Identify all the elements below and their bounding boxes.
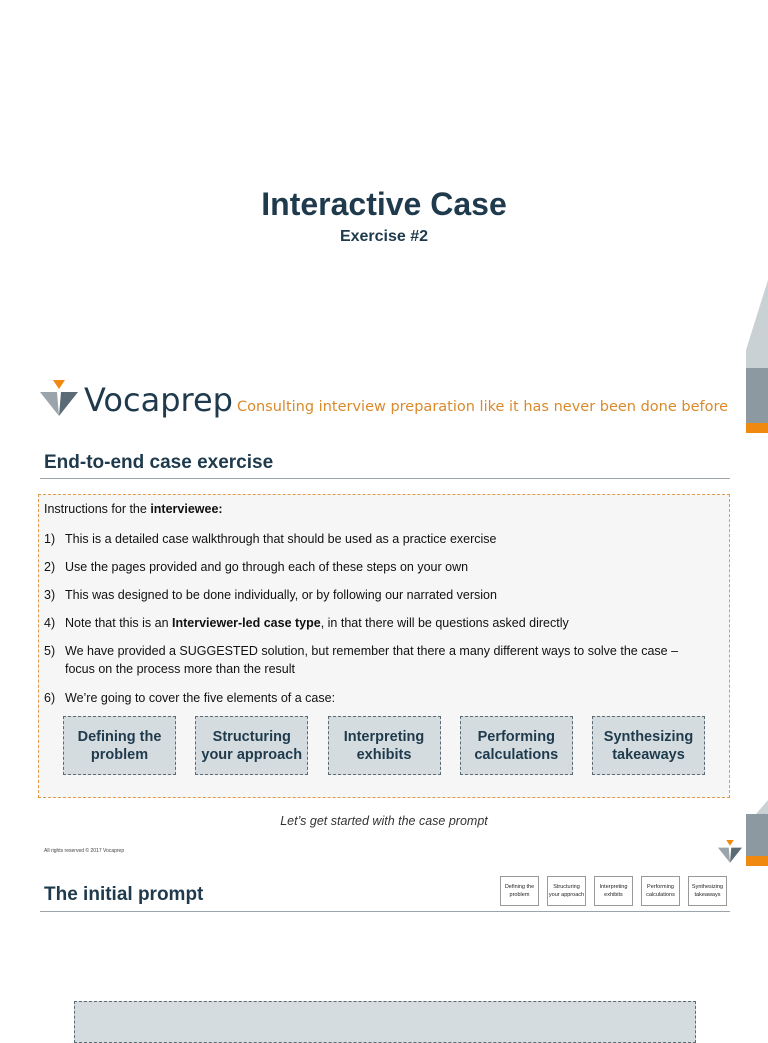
vocaprep-small-logo-icon [718, 840, 742, 864]
instruction-item [44, 642, 704, 678]
brand-tagline: Consulting interview preparation like it has never been done before [237, 399, 729, 415]
instruction-number: 6) [44, 691, 56, 705]
get-started-text: Let’s get started with the case prompt [280, 814, 488, 828]
mini-element-line: Defining the [504, 884, 535, 890]
mini-element-line: your approach [548, 892, 585, 898]
copyright-text: All rights reserved © 2017 Vocaprep [44, 848, 125, 854]
decorative-stripe [746, 800, 768, 866]
element-structuring-approach [195, 716, 308, 775]
mini-element-line: exhibits [604, 892, 623, 898]
element-synthesizing-takeaways [592, 716, 705, 775]
mini-element-line: Structuring [553, 884, 580, 890]
mini-element [500, 876, 539, 906]
cover-subtitle: Exercise #2 [339, 228, 429, 245]
instruction-number: 2) [44, 560, 56, 574]
mini-element [547, 876, 586, 906]
element-line: calculations [474, 746, 559, 763]
brand-name: Vocaprep [84, 381, 233, 419]
element-performing-calculations [460, 716, 573, 775]
prompt-box [74, 1001, 696, 1043]
mini-element-line: problem [509, 892, 530, 898]
instructions-intro [44, 502, 223, 516]
mini-element-line: calculations [646, 892, 675, 898]
mini-element-line: Interpreting [599, 884, 628, 890]
element-line: takeaways [612, 746, 685, 763]
decorative-stripe [746, 280, 768, 435]
case-elements [63, 716, 705, 775]
instruction-item [44, 614, 704, 632]
instruction-item [44, 689, 704, 707]
element-interpreting-exhibits [328, 716, 441, 775]
instruction-number: 4) [44, 616, 56, 630]
vocaprep-logo [40, 380, 233, 418]
element-line: your approach [201, 746, 303, 763]
mini-element-line: Synthesizing [691, 884, 724, 890]
instruction-text: Use the pages provided and go through each of these steps on your own [65, 560, 469, 574]
element-line: Defining the [77, 728, 162, 745]
element-line: Interpreting [343, 728, 425, 745]
prompt-slide-title: The initial prompt [44, 884, 204, 905]
section-title: End-to-end case exercise [44, 452, 274, 473]
prompt-divider [40, 911, 730, 912]
element-line: Performing [477, 728, 555, 745]
element-line: problem [90, 746, 149, 763]
instruction-text: We have provided a SUGGESTED solution, but remember that there a many different ways to solve the case – focus on the process more than the result [65, 644, 679, 676]
mini-element [688, 876, 727, 906]
instruction-item [44, 530, 704, 548]
instruction-number: 5) [44, 644, 56, 658]
instruction-text-prefix: Note that this is an [65, 616, 173, 630]
instructions-intro-bold: interviewee: [150, 502, 223, 516]
instruction-text [65, 614, 569, 632]
instruction-text: This is a detailed case walkthrough that should be used as a practice exercise [65, 532, 497, 546]
cover-title: Interactive Case [261, 186, 507, 222]
instruction-text: We’re going to cover the five elements of a case: [65, 691, 336, 705]
instructions-intro-text: Instructions for the [44, 502, 151, 516]
instruction-item [44, 558, 704, 576]
instruction-text-bold: Interviewer-led case type [172, 616, 321, 630]
instruction-item [44, 586, 704, 604]
mini-element-line: Performing [647, 884, 674, 890]
elements-mini-nav [500, 876, 727, 906]
element-line: Synthesizing [603, 728, 694, 745]
instruction-text-suffix: , in that there will be questions asked directly [320, 616, 569, 630]
mini-element [641, 876, 680, 906]
element-line: Structuring [212, 728, 291, 745]
vocaprep-logo-icon [40, 380, 78, 418]
section-divider [40, 478, 730, 479]
element-defining-problem [63, 716, 176, 775]
mini-element [594, 876, 633, 906]
instruction-number: 3) [44, 588, 56, 602]
mini-element-line: takeaways [694, 892, 721, 898]
instruction-text: This was designed to be done individually, or by following our narrated version [65, 588, 497, 602]
instruction-number: 1) [44, 532, 56, 546]
element-line: exhibits [356, 746, 412, 763]
